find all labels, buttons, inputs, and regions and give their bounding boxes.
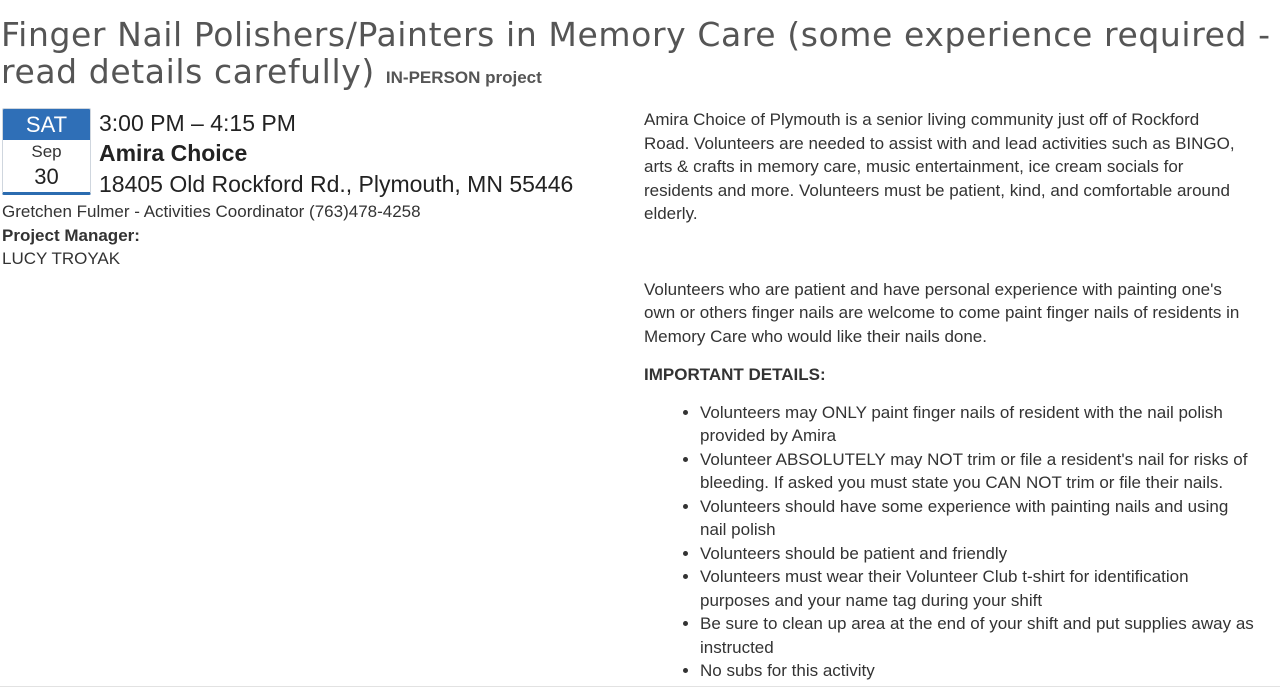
description-intro: Amira Choice of Plymouth is a senior living community just off of Rockford Road. Volunteers are needed to assist with and lead activities such as BINGO, arts & crafts in memory care, music entertainment, ice cream socials for residents and more. Volunteers must be patient, kind, and comfortable around elderly.	[644, 110, 1235, 223]
list-item: • Volunteers may ONLY paint finger nails of resident with the nail polish provided by Amira	[700, 401, 1254, 448]
list-item: • Volunteers should have some experience with painting nails and using nail polish	[700, 495, 1254, 542]
event-info	[99, 108, 573, 200]
date-row	[2, 108, 602, 200]
description-details: Volunteers who are patient and have personal experience with painting one's own or others finger nails are welcome to come paint finger nails of residents in Memory Care who would like their nails done.	[644, 279, 1240, 346]
important-details-heading: IMPORTANT DETAILS:	[644, 365, 826, 384]
calendar-day-of-week: SAT	[3, 109, 90, 140]
list-item: • No subs for this activity	[700, 659, 1254, 683]
project-description	[644, 108, 1254, 683]
in-person-badge: IN-PERSON project	[385, 68, 542, 87]
list-item: • Volunteers should be patient and friendly	[700, 542, 1254, 566]
page-title	[1, 16, 1271, 96]
event-location-name: Amira Choice	[99, 140, 248, 166]
event-summary	[2, 108, 602, 271]
calendar-month: Sep	[31, 142, 62, 161]
list-item: • Be sure to clean up area at the end of your shift and put supplies away as instructed	[700, 612, 1254, 659]
important-details-list	[644, 401, 1254, 683]
event-time: 3:00 PM – 4:15 PM	[99, 110, 296, 136]
project-title-text: Finger Nail Polishers/Painters in Memory Care (some experience required - read details carefully)	[1, 15, 1271, 91]
contact-info: Gretchen Fulmer - Activities Coordinator (763)478-4258	[2, 202, 421, 221]
calendar-icon	[2, 108, 91, 195]
list-item: • Volunteer ABSOLUTELY may NOT trim or file a resident's nail for risks of bleeding. If asked you must state you CAN NOT trim or file their nails.	[700, 448, 1254, 495]
list-item: • Volunteers must wear their Volunteer Club t-shirt for identification purposes and your name tag during your shift	[700, 565, 1254, 612]
project-manager-name: LUCY TROYAK	[2, 249, 121, 268]
project-manager-label: Project Manager:	[2, 225, 140, 245]
event-address: 18405 Old Rockford Rd., Plymouth, MN 55446	[99, 171, 574, 197]
bottom-divider	[0, 686, 1280, 687]
calendar-date: 30	[34, 164, 59, 189]
